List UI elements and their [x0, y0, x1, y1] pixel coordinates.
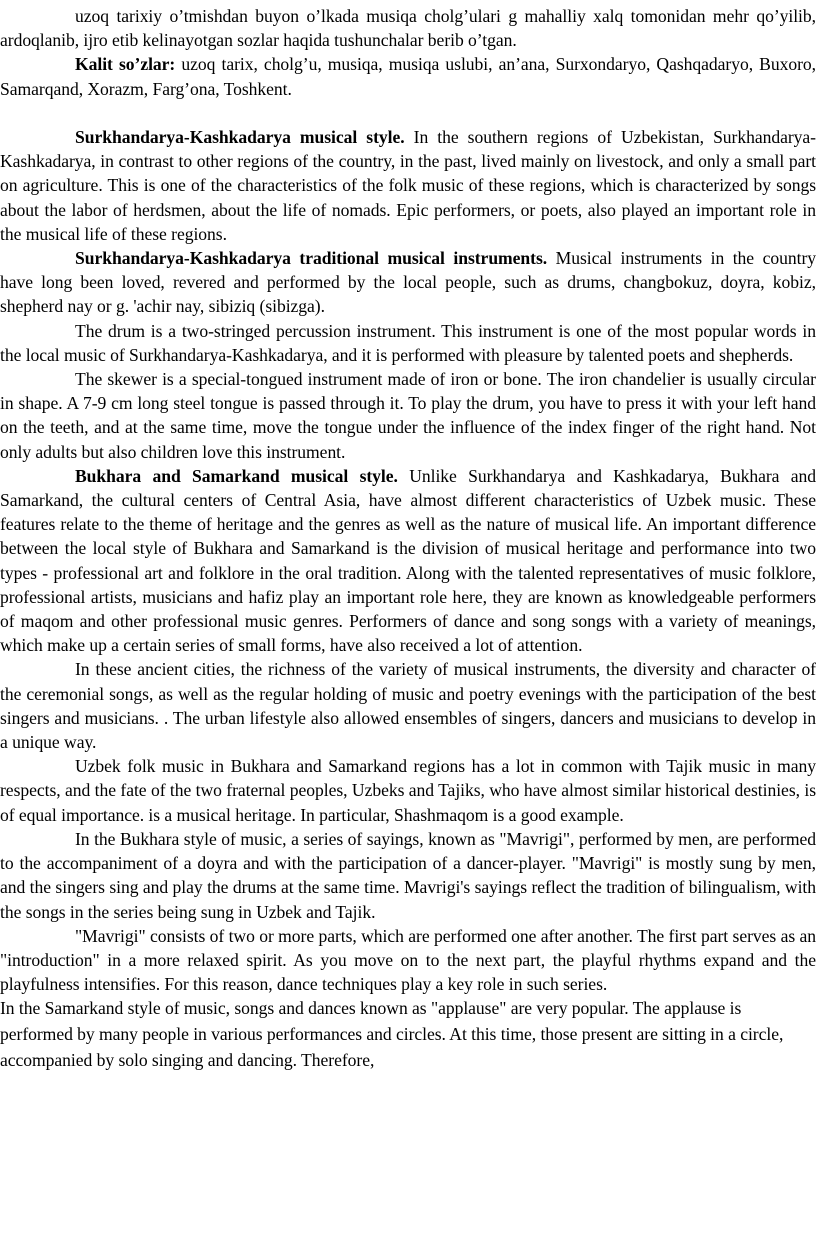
paragraph-drum	[0, 319, 816, 367]
paragraph-tajik-music	[0, 754, 816, 827]
keywords-label: Kalit so’zlar:	[75, 54, 176, 75]
document-page	[0, 4, 816, 1073]
paragraph-text: In the Bukhara style of music, a series of sayings, known as "Mavrigi", performed by men, are performed to the accompaniment of a doyra and with the participation of a dancer-player. "Mavrigi" is mostly sung by men, and the singers sing and play the drums at the same time. Mavrigi's sayings reflect the tradition of bilingualism, with the songs in the series being sung in Uzbek and Tajik.	[0, 828, 816, 922]
paragraph-text: Musical instruments in the country have long been loved, revered and performed by the local people, such as drums, changbokuz, doyra, kobiz, shepherd nay or g. 'achir nay, sibiziq (sibizga).	[0, 248, 816, 317]
paragraph-text: "Mavrigi" consists of two or more parts, which are performed one after another. The first part serves as an "introduction" in a more relaxed spirit. As you move on to the next part, the playful rhythms expand and the playfulness intensifies. For this reason, dance techniques play a key role in such series.	[0, 925, 816, 995]
paragraph-text: The skewer is a special-tongued instrument made of iron or bone. The iron chandelier is usually circular in shape. A 7-9 cm long steel tongue is passed through it. To play the drum, you have to press it with your left hand on the teeth, and at the same time, move the tongue under the influence of the index finger of the right hand. Not only adults but also children love this instrument.	[0, 369, 816, 462]
paragraph-keywords	[0, 52, 816, 100]
section-heading: Surkhandarya-Kashkadarya musical style.	[75, 127, 405, 147]
paragraph-text: Uzbek folk music in Bukhara and Samarkand regions has a lot in common with Tajik music in many respects, and the fate of the two fraternal peoples, Uzbeks and Tajiks, who have almost similar historical destinies, is of equal importance. is a musical heritage. In particular, Shashmaqom is a good example.	[0, 756, 816, 825]
blank-line	[0, 101, 816, 125]
keywords-text: uzoq tarix, cholg’u, musiqa, musiqa uslubi, an’ana, Surxondaryo, Qashqadaryo, Buxoro, Samarqand, Xorazm, Farg’ona, Toshkent.	[0, 54, 816, 99]
section-heading: Bukhara and Samarkand musical style.	[75, 465, 398, 486]
section-heading: Surkhandarya-Kashkadarya traditional musical instruments.	[75, 248, 548, 269]
paragraph-abstract-end	[0, 4, 816, 52]
paragraph-text: In the Samarkand style of music, songs and dances known as "applause" are very popular. The applause is performed by many people in various performances and circles. At this time, those present are sitting in a circle, accompanied by solo singing and dancing. Therefore,	[0, 998, 784, 1070]
paragraph-skewer	[0, 367, 816, 464]
paragraph-text: In these ancient cities, the richness of the variety of musical instruments, the diversity and character of the ceremonial songs, as well as the regular holding of music and poetry evenings with the participation of the best singers and musicians. . The urban lifestyle also allowed ensembles of singers, dancers and musicians to develop in a unique way.	[0, 659, 816, 753]
paragraph-traditional-instruments	[0, 246, 816, 319]
paragraph-surkhandarya-style	[0, 125, 816, 246]
paragraph-text: uzoq tarixiy o’tmishdan buyon o’lkada musiqa cholg’ulari g mahalliy xalq tomonidan mehr qo’yilib, ardoqlanib, ijro etib kelinayotgan sozlar haqida tushunchalar berib o’tgan.	[0, 6, 816, 51]
paragraph-bukhara-samarkand-style	[0, 464, 816, 658]
paragraph-mavrigi-parts	[0, 924, 816, 997]
paragraph-mavrigi	[0, 827, 816, 924]
paragraph-text: The drum is a two-stringed percussion instrument. This instrument is one of the most popular words in the local music of Surkhandarya-Kashkadarya, and it is performed with pleasure by talented poets and shepherds.	[0, 320, 816, 365]
paragraph-text: Unlike Surkhandarya and Kashkadarya, Bukhara and Samarkand, the cultural centers of Central Asia, have almost different characteristics of Uzbek music. These features relate to the theme of heritage and the genres as well as the nature of musical life. An important difference between the local style of Bukhara and Samarkand is the division of musical heritage and performance into two types - professional art and folklore in the oral tradition. Along with the talented representatives of music folklore, professional artists, musicians and hafiz play an important role here, they are known as knowledgeable performers of maqom and other professional music genres. Performers of dance and song songs with a variety of meanings, which make up a certain series of small forms, have also received a lot of attention.	[0, 465, 816, 656]
paragraph-samarkand-applause	[0, 996, 816, 1073]
paragraph-ancient-cities	[0, 657, 816, 754]
paragraph-text: In the southern regions of Uzbekistan, Surkhandarya-Kashkadarya, in contrast to other regions of the country, in the past, lived mainly on livestock, and only a small part on agriculture. This is one of the characteristics of the folk music of these regions, which is characterized by songs about the labor of herdsmen, about the life of nomads. Epic performers, or poets, also played an important role in the musical life of these regions.	[0, 127, 816, 244]
